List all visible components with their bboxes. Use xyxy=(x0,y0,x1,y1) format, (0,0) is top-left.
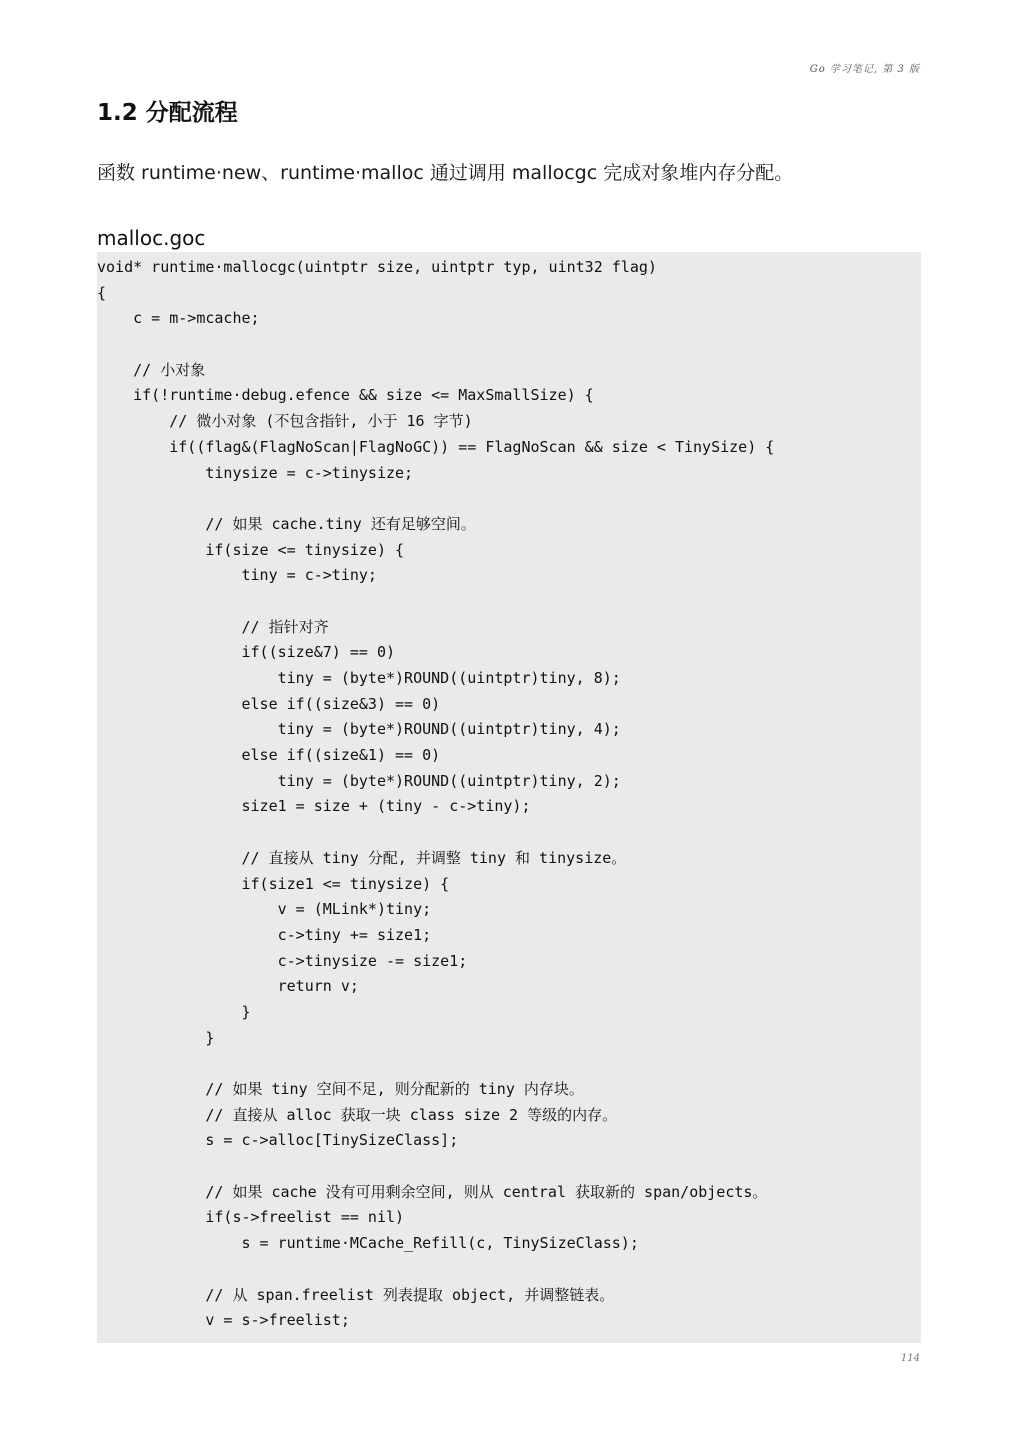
code-line: size1 = size + (tiny - c->tiny); xyxy=(97,797,531,816)
code-line: // 如果 cache 没有可用剩余空间, 则从 central 获取新的 span/objects。 xyxy=(97,1182,768,1201)
code-line xyxy=(97,589,921,615)
running-header: Go 学习笔记, 第 3 版 xyxy=(809,64,920,75)
code-line: v = (MLink*)tiny; xyxy=(97,900,432,919)
code-line xyxy=(97,1257,921,1283)
code-line: void* runtime·mallocgc(uintptr size, uintptr typ, uint32 flag) xyxy=(97,258,657,276)
code-line xyxy=(97,332,921,358)
code-line: c = m->mcache; xyxy=(97,309,260,328)
code-line: c->tiny += size1; xyxy=(97,925,432,944)
code-line: } xyxy=(97,1002,251,1021)
code-line: tiny = (byte*)ROUND((uintptr)tiny, 8); xyxy=(97,669,621,687)
code-line: else if((size&1) == 0) xyxy=(97,746,441,765)
code-line: tiny = c->tiny; xyxy=(97,566,377,585)
code-line: // 如果 tiny 空间不足, 则分配新的 tiny 内存块。 xyxy=(97,1080,584,1098)
code-line: return v; xyxy=(97,977,359,996)
code-line: c->tinysize -= size1; xyxy=(97,951,468,970)
code-block xyxy=(97,252,921,1343)
code-line xyxy=(97,486,921,512)
intro-paragraph: 函数 runtime·new、runtime·malloc 通过调用 mallocgc 完成对象堆内存分配。 xyxy=(97,162,794,184)
code-line: s = c->alloc[TinySizeClass]; xyxy=(97,1131,459,1150)
code-line: // 如果 cache.tiny 还有足够空间。 xyxy=(97,514,476,533)
code-line xyxy=(97,1154,921,1180)
code-line: // 直接从 alloc 获取一块 class size 2 等级的内存。 xyxy=(97,1105,618,1124)
code-line: { xyxy=(97,283,107,302)
code-line: tinysize = c->tinysize; xyxy=(97,463,414,482)
code-line: else if((size&3) == 0) xyxy=(97,694,441,713)
code-line: v = s->freelist; xyxy=(97,1311,350,1330)
code-line: if((size&7) == 0) xyxy=(97,643,396,662)
code-line: if(s->freelist == nil) xyxy=(97,1208,405,1227)
code-line: // 从 span.freelist 列表提取 object, 并调整链表。 xyxy=(97,1285,615,1304)
code-line: if(size <= tinysize) { xyxy=(97,540,405,559)
code-filename-label: malloc.goc xyxy=(97,226,206,250)
code-line xyxy=(97,820,921,846)
code-line: // 指针对齐 xyxy=(97,617,329,636)
code-line: // 小对象 xyxy=(97,360,206,379)
code-line: s = runtime·MCache_Refill(c, TinySizeClass); xyxy=(97,1234,639,1253)
code-line: } xyxy=(97,1028,215,1047)
code-line: if(!runtime·debug.efence && size <= MaxSmallSize) { xyxy=(97,386,594,405)
code-line: if(size1 <= tinysize) { xyxy=(97,874,450,893)
code-line: // 微小对象 (不包含指针, 小于 16 字节) xyxy=(97,412,473,431)
code-line xyxy=(97,1051,921,1077)
code-line: // 直接从 tiny 分配, 并调整 tiny 和 tinysize。 xyxy=(97,848,627,867)
code-line: if((flag&(FlagNoScan|FlagNoGC)) == FlagNoScan && size < TinySize) { xyxy=(97,437,775,456)
code-line: tiny = (byte*)ROUND((uintptr)tiny, 4); xyxy=(97,720,621,739)
code-line: tiny = (byte*)ROUND((uintptr)tiny, 2); xyxy=(97,771,621,790)
section-title: 1.2 分配流程 xyxy=(97,100,238,126)
page-number: 114 xyxy=(900,1353,920,1364)
